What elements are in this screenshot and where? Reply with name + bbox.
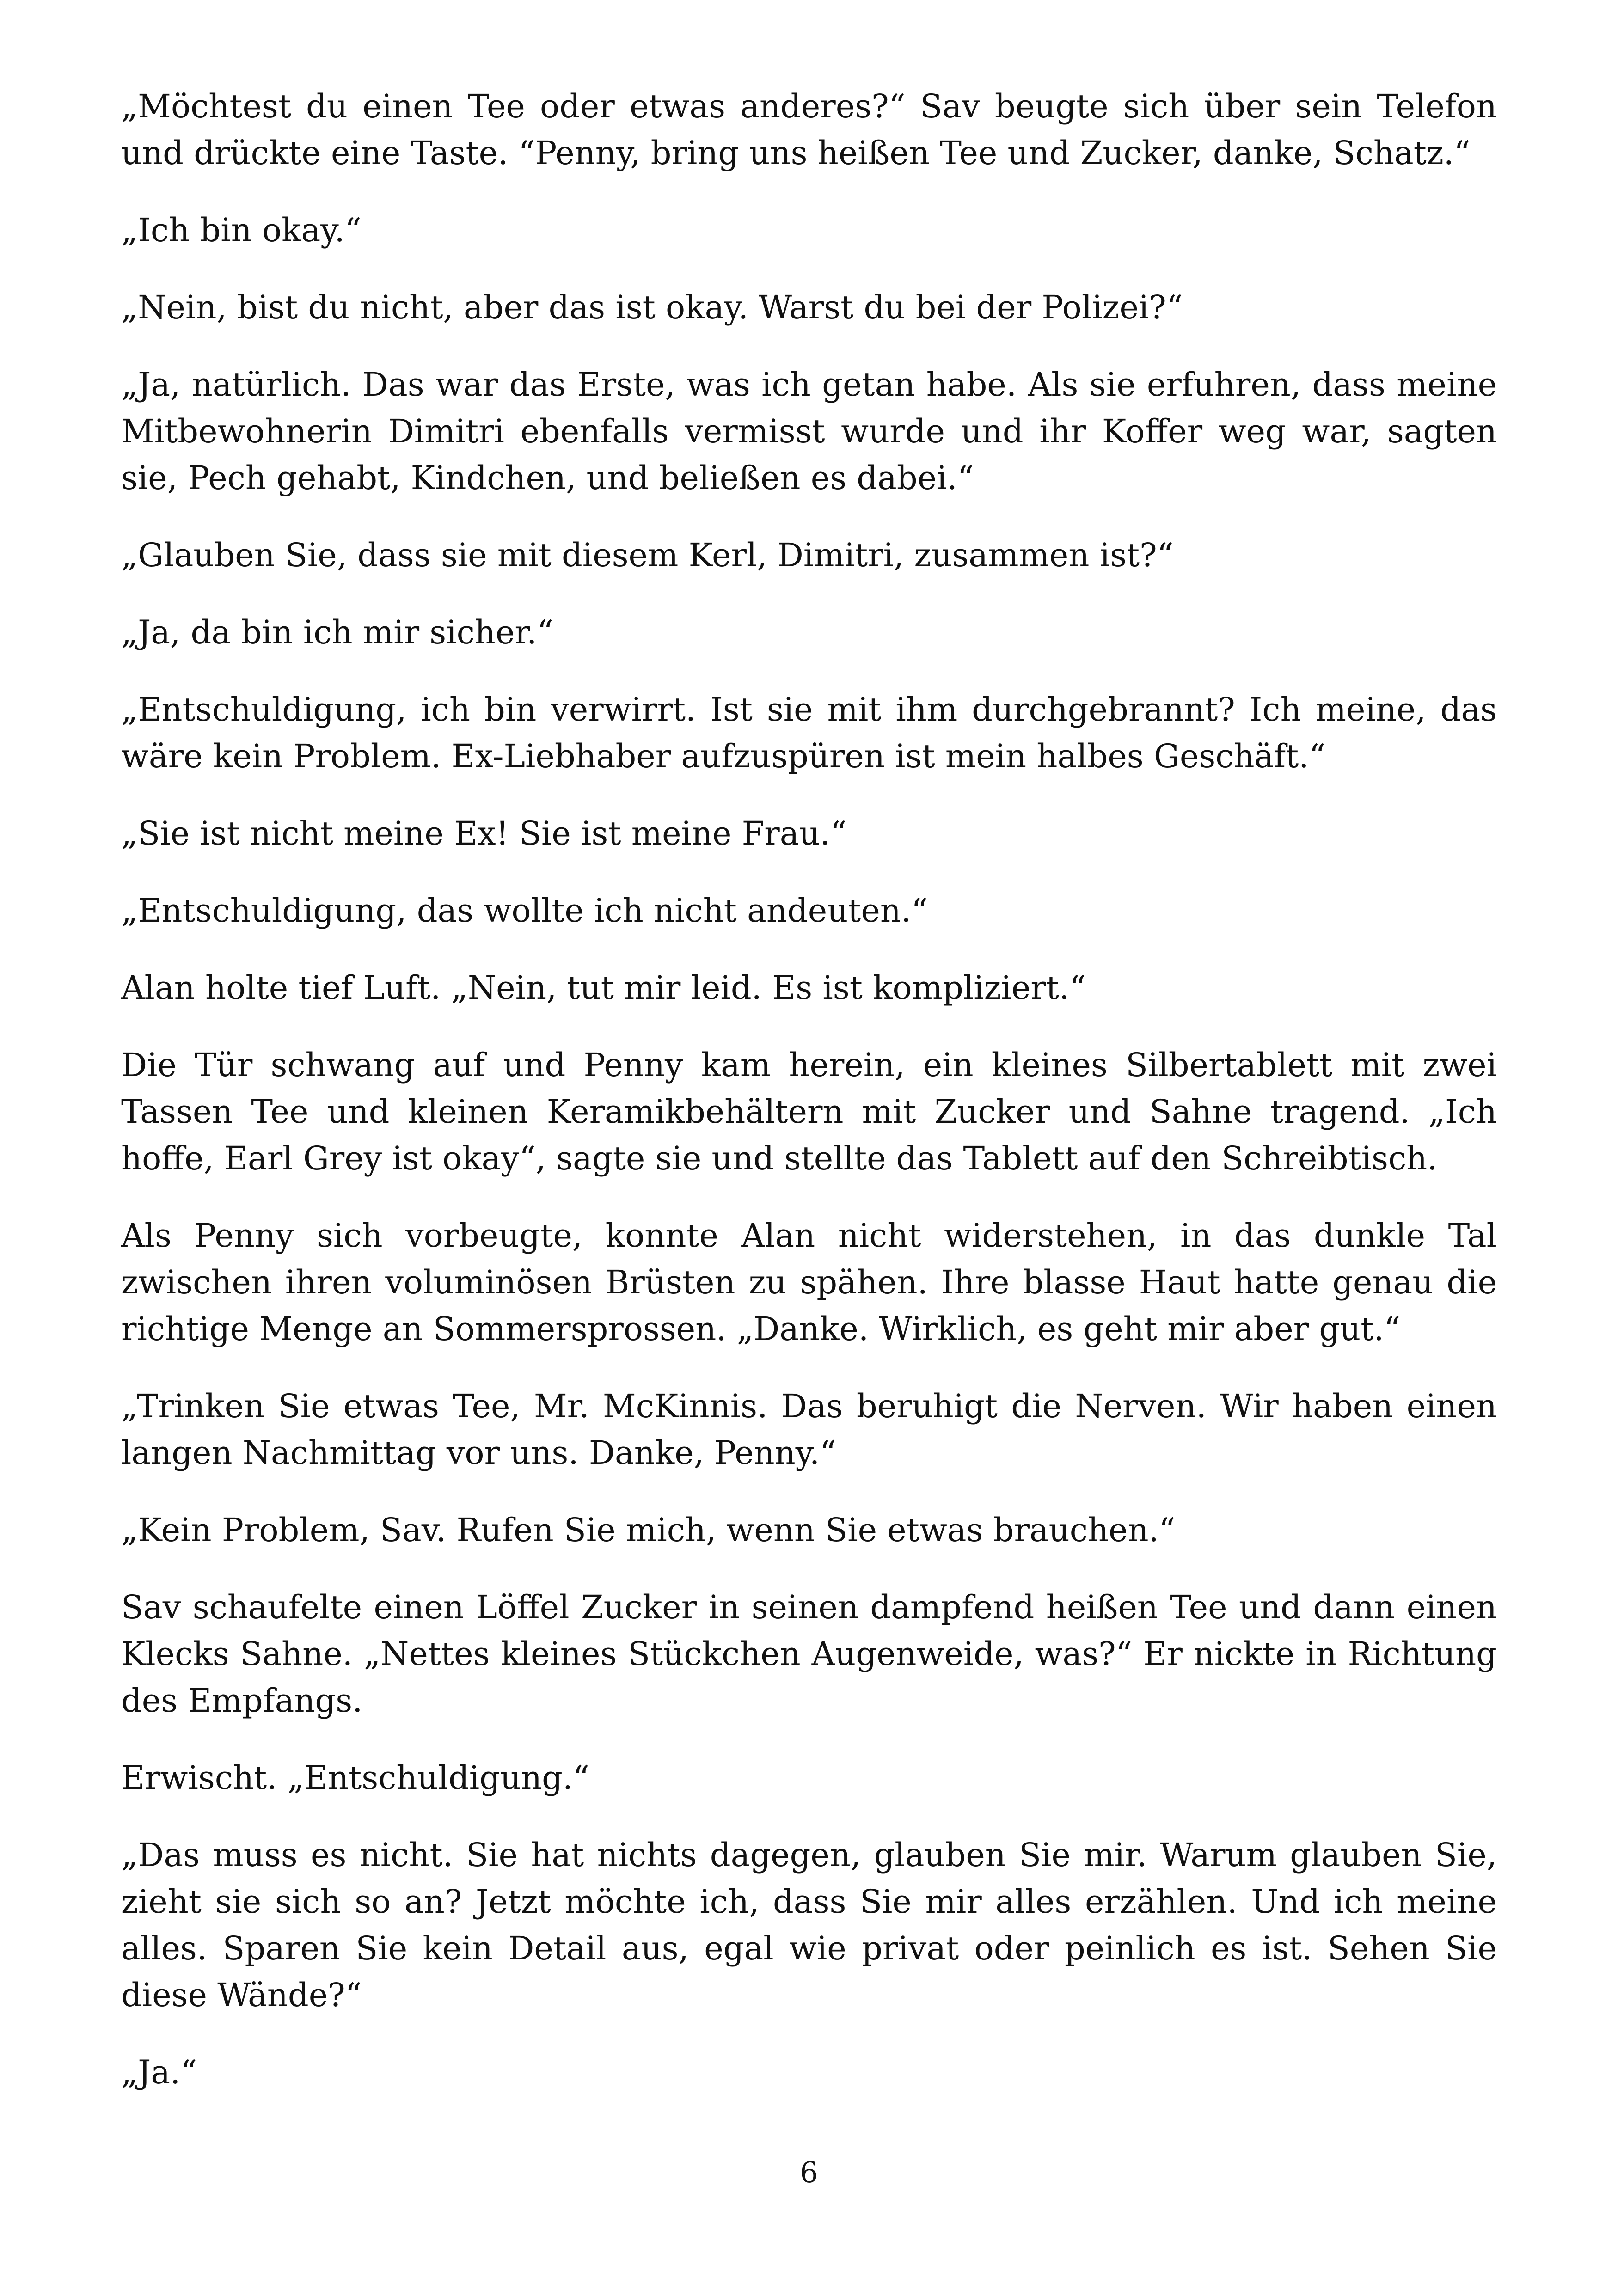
paragraph: „Nein, bist du nicht, aber das ist okay. Warst du bei der Polizei?“ — [121, 288, 1183, 326]
paragraph: Erwischt. „Entschuldigung.“ — [121, 1759, 589, 1797]
paragraph: „Entschuldigung, das wollte ich nicht andeuten.“ — [121, 892, 928, 930]
page-number: 6 — [800, 2155, 818, 2189]
paragraph: „Kein Problem, Sav. Rufen Sie mich, wenn Sie etwas brauchen.“ — [121, 1511, 1176, 1549]
paragraph: Als Penny sich vorbeugte, konnte Alan nicht widerstehen, in das dunkle Tal zwischen ihren voluminösen Brüsten zu spähen. Ihre blasse Haut hatte genau die richtige Menge an Sommersprossen. „Danke. Wirklich, es geht mir aber gut.“ — [121, 1217, 1497, 1348]
paragraph: Die Tür schwang auf und Penny kam herein, ein kleines Silbertablett mit zwei Tassen Tee und kleinen Keramikbehältern mit Zucker und Sahne tragend. „Ich hoffe, Earl Grey ist okay“, sagte sie und stellte das Tablett auf den Schreibtisch. — [121, 1046, 1497, 1177]
paragraph: „Ja.“ — [121, 2053, 197, 2091]
paragraph: „Das muss es nicht. Sie hat nichts dagegen, glauben Sie mir. Warum glauben Sie, zieht sie sich so an? Jetzt möchte ich, dass Sie mir alles erzählen. Und ich meine alles. Sparen Sie kein Detail aus, egal wie privat oder peinlich es ist. Sehen Sie diese Wände?“ — [121, 1836, 1497, 2014]
paragraph: Alan holte tief Luft. „Nein, tut mir leid. Es ist kompliziert.“ — [121, 969, 1086, 1007]
paragraph: Sav schaufelte einen Löffel Zucker in seinen dampfend heißen Tee und dann einen Klecks Sahne. „Nettes kleines Stückchen Augenweide, was?“ Er nickte in Richtung des Empfangs. — [121, 1588, 1497, 1720]
paragraph: „Ja, natürlich. Das war das Erste, was ich getan habe. Als sie erfuhren, dass meine Mitbewohnerin Dimitri ebenfalls vermisst wurde und ihr Koffer weg war, sagten sie, Pech gehabt, Kindchen, und beließen es dabei.“ — [121, 366, 1497, 497]
paragraph: „Entschuldigung, ich bin verwirrt. Ist sie mit ihm durchgebrannt? Ich meine, das wäre kein Problem. Ex-Liebhaber aufzuspüren ist mein halbes Geschäft.“ — [121, 691, 1497, 775]
paragraph: „Glauben Sie, dass sie mit diesem Kerl, Dimitri, zusammen ist?“ — [121, 536, 1174, 574]
paragraph: „Möchtest du einen Tee oder etwas anderes?“ Sav beugte sich über sein Telefon und drückte eine Taste. “Penny, bring uns heißen Tee und Zucker, danke, Schatz.“ — [121, 87, 1497, 172]
paragraph: „Trinken Sie etwas Tee, Mr. McKinnis. Das beruhigt die Nerven. Wir haben einen langen Nachmittag vor uns. Danke, Penny.“ — [121, 1387, 1497, 1472]
page-body — [121, 83, 1497, 2126]
paragraph: „Sie ist nicht meine Ex! Sie ist meine Frau.“ — [121, 814, 847, 852]
paragraph: „Ich bin okay.“ — [121, 211, 362, 249]
paragraph: „Ja, da bin ich mir sicher.“ — [121, 613, 554, 651]
